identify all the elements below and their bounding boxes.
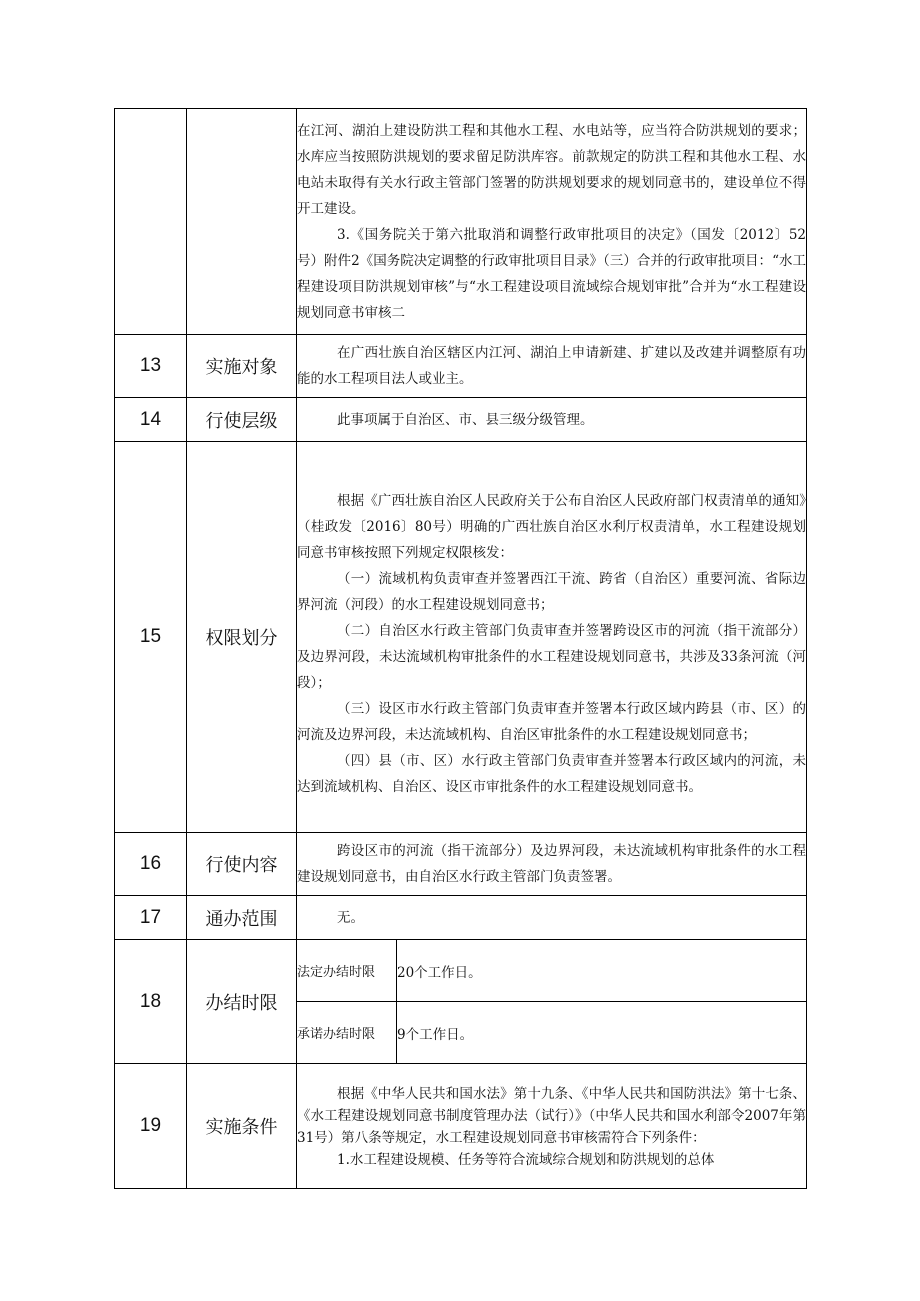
row-number: 15 <box>115 442 187 833</box>
row-number: 18 <box>115 940 187 1064</box>
row-content-cell <box>297 896 807 940</box>
paragraph: 在广西壮族自治区辖区内江河、湖泊上申请新建、扩建以及改建并调整原有功能的水工程项目法人或业主。 <box>297 345 807 387</box>
table-row-18 <box>115 940 807 1002</box>
row-number: 16 <box>115 833 187 896</box>
row-label: 办结时限 <box>187 940 297 1064</box>
paragraph: 根据《中华人民共和国水法》第十九条、《中华人民共和国防洪法》第十七条、《水工程建设规划同意书制度管理办法（试行）》（中华人民共和国水利部令2007年第31号）第八条等规定，水工程建设规划同意书审核需符合下列条件： <box>297 1086 807 1146</box>
row-number: 13 <box>115 335 187 398</box>
row-label: 行使内容 <box>187 833 297 896</box>
promise-time-label: 承诺办结时限 <box>297 1002 397 1064</box>
paragraph: 在江河、湖泊上建设防洪工程和其他水工程、水电站等，应当符合防洪规划的要求；水库应当按照防洪规划的要求留足防洪库容。前款规定的防洪工程和其他水工程、水电站未取得有关水行政主管部门签署的防洪规划要求的规划同意书的，建设单位不得开工建设。 <box>297 122 807 217</box>
table-row-12-continued <box>115 109 807 335</box>
paragraph: （二）自治区水行政主管部门负责审查并签署跨设区市的河流（指干流部分）及边界河段，未达流域机构审批条件的水工程建设规划同意书，共涉及33条河流（河段）； <box>297 623 807 691</box>
paragraph: （四）县（市、区）水行政主管部门负责审查并签署本行政区域内的河流，未达到流域机构、自治区、设区市审批条件的水工程建设规划同意书。 <box>297 753 807 795</box>
row-number-cell <box>115 109 187 335</box>
row-content-cell <box>297 109 807 335</box>
matters-table <box>114 108 807 1189</box>
row-content-cell <box>297 335 807 398</box>
table-row-15 <box>115 442 807 833</box>
paragraph: 此事项属于自治区、市、县三级分级管理。 <box>337 411 594 428</box>
table-row-17 <box>115 896 807 940</box>
row-number: 19 <box>115 1064 187 1189</box>
row-content-cell <box>297 833 807 896</box>
table-row-16 <box>115 833 807 896</box>
paragraph: （一）流域机构负责审查并签署西江干流、跨省（自治区）重要河流、省际边界河流（河段）的水工程建设规划同意书； <box>297 571 807 613</box>
promise-time-value: 9个工作日。 <box>397 1002 807 1064</box>
row-label: 权限划分 <box>187 442 297 833</box>
row-content-cell <box>297 1064 807 1189</box>
legal-time-label: 法定办结时限 <box>297 940 397 1002</box>
paragraph: 1.水工程建设规模、任务等符合流域综合规划和防洪规划的总体 <box>337 1152 715 1168</box>
row-content-cell <box>297 398 807 442</box>
table-row-14 <box>115 398 807 442</box>
row-label: 通办范围 <box>187 896 297 940</box>
row-label: 行使层级 <box>187 398 297 442</box>
row-number: 17 <box>115 896 187 940</box>
paragraph: （三）设区市水行政主管部门负责审查并签署本行政区域内跨县（市、区）的河流及边界河段，未达流域机构、自治区审批条件的水工程建设规划同意书； <box>297 701 807 743</box>
row-content-cell <box>297 442 807 833</box>
table-row-13 <box>115 335 807 398</box>
paragraph: 3.《国务院关于第六批取消和调整行政审批项目的决定》（国发〔2012〕52号）附件2《国务院决定调整的行政审批项目目录》（三）合并的行政审批项目：“水工程建设项目防洪规划审核”与“水工程建设项目流域综合规划审批”合并为“水工程建设规划同意书审核二 <box>297 226 807 321</box>
paragraph: 跨设区市的河流（指干流部分）及边界河段，未达流域机构审批条件的水工程建设规划同意书，由自治区水行政主管部门负责签署。 <box>297 843 807 885</box>
row-label: 实施条件 <box>187 1064 297 1189</box>
table-row-19 <box>115 1064 807 1189</box>
row-label: 实施对象 <box>187 335 297 398</box>
row-number: 14 <box>115 398 187 442</box>
paragraph: 根据《广西壮族自治区人民政府关于公布自治区人民政府部门权责清单的通知》（桂政发〔2016〕80号）明确的广西壮族自治区水利厅权责清单，水工程建设规划同意书审核按照下列规定权限核发： <box>297 493 807 561</box>
legal-time-value: 20个工作日。 <box>397 940 807 1002</box>
paragraph: 无。 <box>337 909 364 926</box>
row-label-cell <box>187 109 297 335</box>
